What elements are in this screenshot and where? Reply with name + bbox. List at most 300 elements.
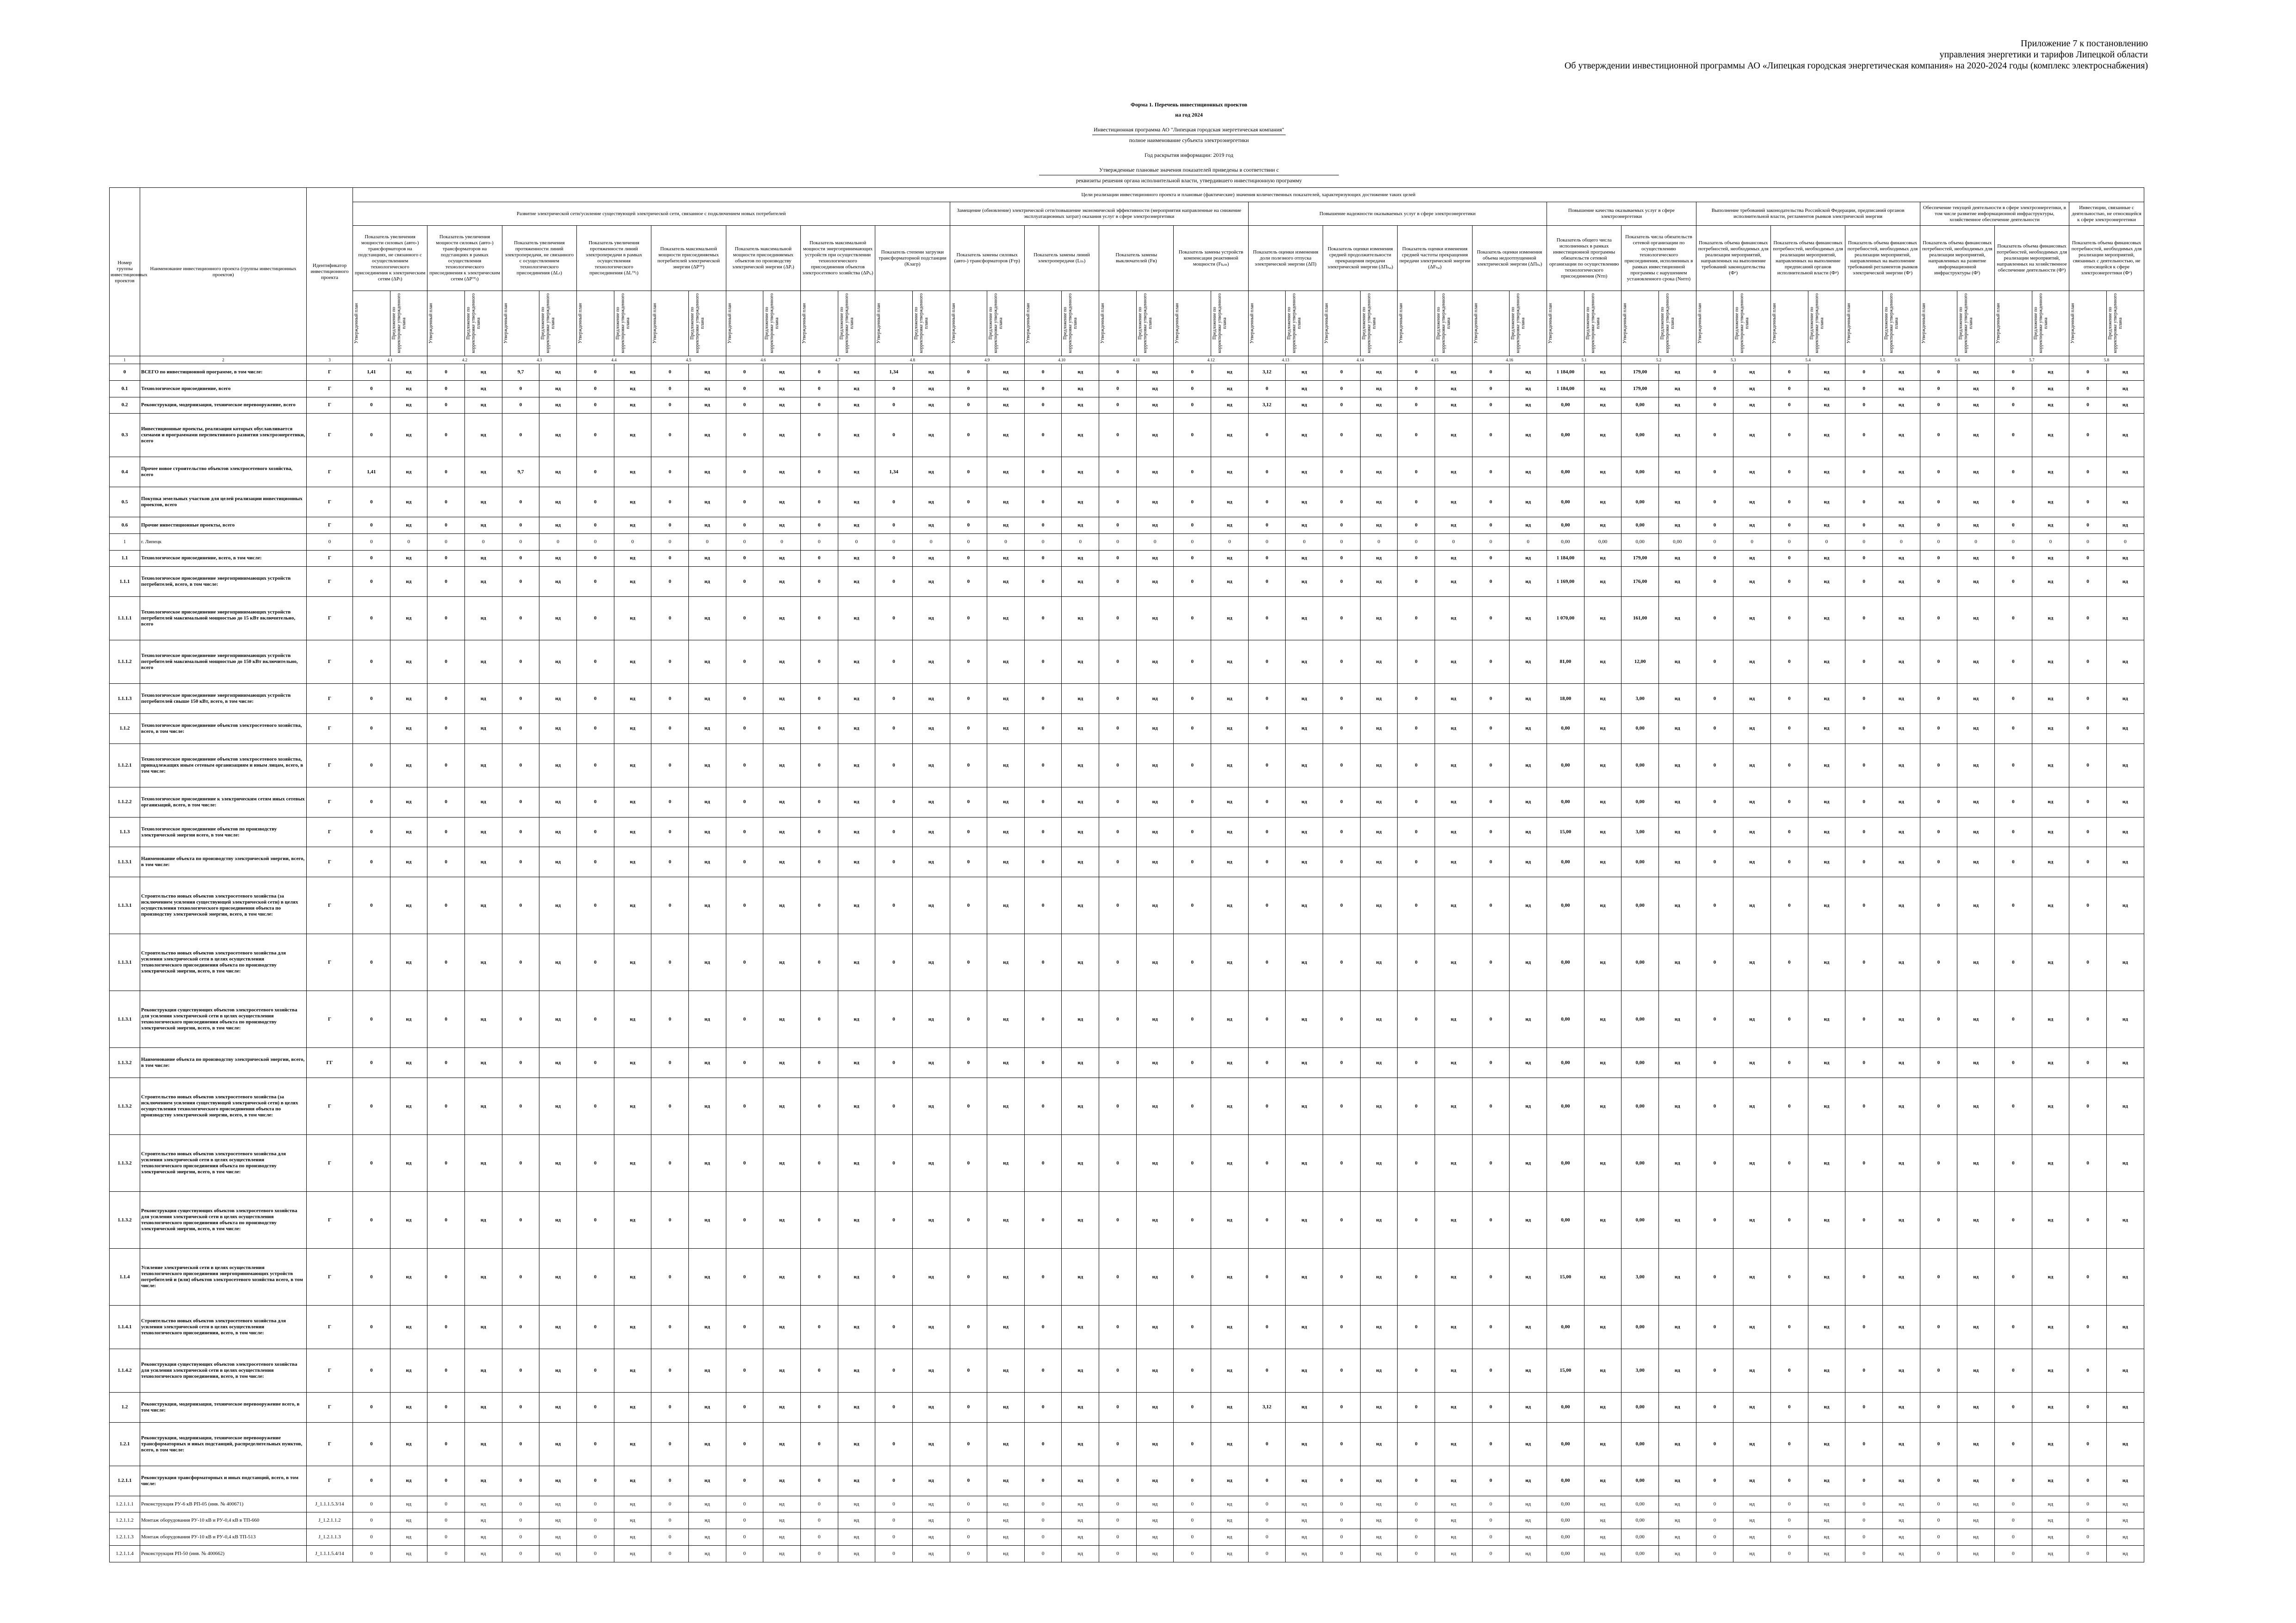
row-value: нд [838,1349,875,1393]
header-indicator: Показатель максимальной мощности присоединяемых потребителей электрической энергии (ΔPᵀᴾ) [651,226,726,291]
row-value: 0 [875,1546,913,1562]
row-value: 0 [576,1048,614,1078]
row-value: 0,00 [1621,1306,1659,1349]
row-identifier: Г [307,817,353,847]
row-value: нд [1435,1349,1473,1393]
row-value: 0 [1099,533,1137,550]
column-number: 3 [307,356,353,364]
row-value: нд [987,1422,1025,1466]
row-value: 0 [1323,364,1361,381]
row-value: 0 [427,713,465,743]
row-value: 0 [1696,934,1733,991]
row-value: нд [1957,1192,1995,1249]
row-value: нд [1211,1496,1249,1512]
row-value: нд [390,991,427,1048]
row-value: нд [539,817,577,847]
row-value: нд [1435,1249,1473,1306]
row-value: 0 [2069,684,2107,714]
row-value: 0 [1472,1306,1510,1349]
header-plan-label: Утвержденный план [1771,303,1777,344]
row-value: 0 [2069,487,2107,517]
header-correction-label: Предложение по корректировке утвержденного плана [1659,293,1675,353]
row-value: 3,12 [1248,364,1286,381]
row-value: 0 [353,817,390,847]
row-value: нд [838,364,875,381]
row-value: 0 [427,457,465,487]
row-value: 0 [726,743,763,787]
column-number: 1 [110,356,140,364]
row-value: 0 [1845,397,1883,414]
row-value: 0 [1099,1048,1137,1078]
row-value: 0 [1398,487,1435,517]
row-value: 0 [875,934,913,991]
row-value: 0 [1398,934,1435,991]
row-value: 0 [1024,414,1062,457]
row-value: 0 [2069,991,2107,1048]
row-code: 0 [110,364,140,381]
row-value: нд [1211,1422,1249,1466]
row-value: 0 [1323,1349,1361,1393]
row-value: нд [1286,1192,1323,1249]
row-value: нд [464,517,502,534]
row-value: нд [464,684,502,714]
row-value: нд [1510,380,1547,397]
row-value: 0 [726,787,763,817]
row-value: 0 [1845,1496,1883,1512]
row-value: 0 [875,1422,913,1466]
row-value: нд [1733,1192,1771,1249]
row-value: 0 [502,1546,539,1562]
row-value: 0 [1920,1306,1957,1349]
row-value: 0 [1920,743,1957,787]
row-value: 0 [651,934,689,991]
row-value: 0 [1770,597,1808,640]
row-value: нд [1584,1249,1621,1306]
row-value: 0 [1024,713,1062,743]
row-value: 0 [502,380,539,397]
header-group-number: Номер группы инвестиционных проектов [110,188,140,356]
row-value: нд [763,877,801,934]
row-value: нд [1733,487,1771,517]
row-value: нд [912,1529,950,1546]
row-value: 1 070,00 [1547,597,1584,640]
row-value: нд [1435,567,1473,597]
row-value: нд [838,414,875,457]
row-name: Покупка земельных участков для целей реализации инвестиционных проектов, всего [140,487,307,517]
row-value: нд [390,414,427,457]
row-value: 0 [576,364,614,381]
row-value: нд [1808,1078,1845,1135]
row-value: нд [1435,597,1473,640]
row-value: 0 [2069,743,2107,787]
row-value: 0 [1024,1192,1062,1249]
row-value: нд [1360,1496,1398,1512]
row-value: 0 [1099,877,1137,934]
row-identifier: Г [307,1306,353,1349]
row-value: нд [2106,991,2144,1048]
column-number: 5.6 [1920,356,1994,364]
row-value: нд [1360,684,1398,714]
table-row [110,877,2144,934]
row-value: 0 [1174,934,1211,991]
row-value: 0 [875,1192,913,1249]
row-code: 1.2.1.1.2 [110,1512,140,1529]
row-value: нд [539,550,577,567]
row-value: 0 [651,380,689,397]
row-value: 0 [1099,934,1137,991]
row-value: нд [1957,1546,1995,1562]
header-correction-label: Предложение по корректировке утвержденного плана [913,293,929,353]
header-plan [2069,291,2107,356]
row-value: нд [763,934,801,991]
row-name: Строительство новых объектов электросетевого хозяйства для усиления электрической сети в целях осуществления технологического присоединения объекта по производству электрической энергии, всего, в том числе: [140,1135,307,1192]
header-plan-label: Утвержденный план [1548,303,1553,344]
row-value: нд [688,597,726,640]
row-value: 0 [950,533,987,550]
table-row [110,533,2144,550]
row-value: 0 [1174,877,1211,934]
row-value: нд [912,597,950,640]
row-value: нд [1062,713,1099,743]
row-value: нд [2106,817,2144,847]
row-value: нд [1286,1512,1323,1529]
row-value: 0 [1248,1466,1286,1496]
row-value: нд [987,787,1025,817]
row-value: нд [688,1192,726,1249]
row-value: нд [987,1048,1025,1078]
row-value: 0 [2069,1135,2107,1192]
row-value: нд [1062,567,1099,597]
row-value: 0 [502,817,539,847]
row-value: нд [614,414,651,457]
row-value: нд [1510,1306,1547,1349]
row-value: 0 [1024,1048,1062,1078]
row-value: 0 [576,1496,614,1512]
row-value: нд [1659,1546,1696,1562]
row-value: нд [987,397,1025,414]
row-value: нд [688,934,726,991]
row-value: 0 [576,1512,614,1529]
row-value: нд [390,567,427,597]
row-value: 0 [1174,517,1211,534]
row-value: нд [1286,877,1323,934]
row-value: нд [763,550,801,567]
row-value: нд [2032,684,2069,714]
row-identifier: Г [307,684,353,714]
row-value: нд [1286,787,1323,817]
row-value: нд [464,787,502,817]
row-value: 0 [2069,397,2107,414]
row-value: 0 [800,684,838,714]
row-value: 0 [1099,684,1137,714]
row-value: нд [1211,1393,1249,1423]
row-value: нд [1659,414,1696,457]
row-value: нд [1510,457,1547,487]
row-value: 0 [502,713,539,743]
row-value: 0 [502,1496,539,1512]
row-value: 0 [875,1393,913,1423]
row-value: 0 [1323,847,1361,877]
row-value: нд [1510,877,1547,934]
row-value: нд [838,550,875,567]
row-value: 0 [800,817,838,847]
row-value: 0 [1472,1192,1510,1249]
header-plan-label: Утвержденный план [1995,303,2001,344]
row-value: 0 [838,533,875,550]
row-value: 0 [950,1048,987,1078]
row-value: нд [1136,640,1174,684]
row-value: 0 [1099,487,1137,517]
row-value: 0 [950,1306,987,1349]
row-value: нд [912,414,950,457]
header-plan-label: Утвержденный план [1025,303,1031,344]
row-value: 0 [2069,877,2107,934]
row-identifier: Г [307,1249,353,1306]
row-value: нд [763,713,801,743]
row-value: нд [539,1048,577,1078]
row-value: 0 [1360,533,1398,550]
row-value: 0 [1472,817,1510,847]
row-value: нд [1360,991,1398,1048]
row-value: 0 [1323,1529,1361,1546]
row-value: нд [1136,1078,1174,1135]
row-value: нд [838,517,875,534]
row-value: нд [1136,1512,1174,1529]
row-value: 0 [464,533,502,550]
row-value: нд [1510,1512,1547,1529]
table-row [110,684,2144,714]
row-value: нд [1062,1249,1099,1306]
row-value: нд [1808,414,1845,457]
row-value: 0 [1248,597,1286,640]
row-value: 0 [1696,743,1733,787]
header-correction [1435,291,1473,356]
row-code: 1.1.2.1 [110,743,140,787]
row-value: нд [390,713,427,743]
row-value: 0 [1920,684,1957,714]
row-value: нд [1286,517,1323,534]
row-value: нд [1136,364,1174,381]
row-value: 0 [576,934,614,991]
row-value: 0 [390,533,427,550]
row-value: нд [2032,877,2069,934]
row-value: нд [1659,1512,1696,1529]
row-value: нд [1211,684,1249,714]
row-value: нд [1659,1078,1696,1135]
row-value: нд [464,457,502,487]
row-value: 0,00 [1621,1529,1659,1546]
row-value: нд [390,934,427,991]
row-value: нд [688,517,726,534]
row-value: 0 [950,517,987,534]
row-value: нд [1882,1135,1920,1192]
header-plan [1994,291,2032,356]
row-value: нд [1733,1306,1771,1349]
row-value: 0 [353,1349,390,1393]
row-value: 0 [800,533,838,550]
header-plan [651,291,689,356]
row-value: 0 [1696,817,1733,847]
row-value: 0 [1696,1192,1733,1249]
row-value: нд [1808,597,1845,640]
row-value: 0 [1845,1393,1883,1423]
row-value: 0 [800,1393,838,1423]
table-row [110,1135,2144,1192]
row-value: 0 [1099,817,1137,847]
row-value: 0 [1024,1466,1062,1496]
row-value: нд [539,1249,577,1306]
row-value: 0 [950,1135,987,1192]
row-value: 0 [353,1422,390,1466]
row-value: 0 [800,1496,838,1512]
row-value: нд [688,713,726,743]
row-value: 0 [950,487,987,517]
row-value: нд [2032,743,2069,787]
row-code: 1.1.3.2 [110,1135,140,1192]
row-value: нд [1211,567,1249,597]
row-value: нд [1659,1135,1696,1192]
row-value: нд [1286,713,1323,743]
row-value: 0 [875,533,913,550]
row-value: нд [1510,817,1547,847]
row-value: нд [1882,1249,1920,1306]
row-value: 179,00 [1621,364,1659,381]
row-code: 1.1.3.1 [110,877,140,934]
row-name: Реконструкция, модернизация, техническое перевооружение трансформаторных и иных подстанций, распределительных пунктов, всего, в том числе: [140,1422,307,1466]
row-value: нд [614,847,651,877]
row-value: нд [1882,1466,1920,1496]
header-indicator: Показатель числа обязательств сетевой организации по осуществлению технологического присоединения, исполненных в рамках инвестиционной программы с нарушением установленного срока (Nнтп) [1621,226,1696,291]
row-value: нд [1286,457,1323,487]
row-value: 0 [427,1048,465,1078]
row-value: нд [390,1546,427,1562]
row-value: 0,00 [1547,1512,1584,1529]
row-value: нд [1659,991,1696,1048]
row-value: нд [1211,597,1249,640]
row-value: нд [1808,684,1845,714]
row-value: 0 [427,640,465,684]
row-value: 0 [1957,533,1995,550]
row-value: нд [688,991,726,1048]
row-value: нд [1510,847,1547,877]
row-value: нд [1882,1512,1920,1529]
table-row [110,380,2144,397]
row-value: 0 [1920,1048,1957,1078]
header-indicator: Показатель увеличения протяженности линий электропередачи, не связанного с осуществлением технологического присоединения (ΔLₜ) [502,226,576,291]
row-value: 0 [427,934,465,991]
row-value: 0 [1099,1546,1137,1562]
row-value: 0 [1770,1546,1808,1562]
row-value: 0 [1845,817,1883,847]
row-value: нд [688,1135,726,1192]
row-value: 0 [1770,713,1808,743]
row-value: нд [1062,743,1099,787]
row-value: 0 [1845,1192,1883,1249]
row-value: 0,00 [1621,934,1659,991]
row-value: 0 [1024,934,1062,991]
row-value: нд [1435,713,1473,743]
header-plan-label: Утвержденный план [801,303,807,344]
row-name: Усиление электрической сети в целях осуществления технологического присоединения энергопринимающих устройств потребителей и (или) объектов электросетевого хозяйства всего, в том числе: [140,1249,307,1306]
row-code: 1.1 [110,550,140,567]
header-correction [1286,291,1323,356]
row-value: 0 [1248,1048,1286,1078]
row-value: нд [987,517,1025,534]
row-value: 0 [651,991,689,1048]
row-value: 0 [1696,567,1733,597]
row-value: нд [838,397,875,414]
row-value: нд [1286,684,1323,714]
row-value: нд [2106,877,2144,934]
row-code: 1.1.3.2 [110,1048,140,1078]
row-value: нд [763,1422,801,1466]
row-value: нд [1510,364,1547,381]
row-value: 0 [427,597,465,640]
row-value: нд [838,1393,875,1423]
header-correction-label: Предложение по корректировке утвержденного плана [1063,293,1078,353]
row-value: 0 [1398,713,1435,743]
header-indicator: Показатель объема финансовых потребностей, необходимых для реализации мероприятий, направленных на хозяйственное обеспечение деятельности (Фʰ) [1994,226,2069,291]
row-value: 0 [1248,533,1286,550]
row-value: нд [1286,817,1323,847]
investment-projects-table [109,187,2144,1562]
column-number: 5.2 [1621,356,1696,364]
row-name: Технологическое присоединение к электрическим сетям иных сетевых организаций, всего, в том числе: [140,787,307,817]
row-value: 0 [1696,1349,1733,1393]
row-value: 0,00 [1547,1422,1584,1466]
table-row [110,1466,2144,1496]
row-value: 0,00 [1621,1422,1659,1466]
row-value: 0 [1024,364,1062,381]
row-value: нд [912,991,950,1048]
row-value: 0,00 [1547,533,1584,550]
row-value: 0 [1248,1249,1286,1306]
row-value: 0 [651,1529,689,1546]
row-value: нд [838,713,875,743]
row-value: нд [912,1192,950,1249]
row-value: нд [614,364,651,381]
row-value: 0 [1248,1512,1286,1529]
row-name: Строительство новых объектов электросетевого хозяйства (за исключением усиления существующей электрической сети) в целях осуществления технологического присоединения объекта по производству электрической энергии, всего, в том числе: [140,877,307,934]
row-value: нд [1211,1192,1249,1249]
row-value: нд [1360,380,1398,397]
row-value: нд [464,1496,502,1512]
row-name: Строительство новых объектов электросетевого хозяйства для усиления электрической сети в целях осуществления технологического присоединения объекта по производству электрической энергии, всего, в том числе: [140,934,307,991]
row-code: 1.2.1.1.1 [110,1496,140,1512]
row-value: 0 [1845,364,1883,381]
row-code: 1.1.2.2 [110,787,140,817]
row-code: 1.1.3.1 [110,847,140,877]
row-value: нд [390,684,427,714]
row-value: нд [1360,1512,1398,1529]
row-value: 0 [1174,1393,1211,1423]
table-row [110,847,2144,877]
row-value: нд [614,457,651,487]
row-value: нд [390,1349,427,1393]
column-number: 4.8 [875,356,950,364]
header-plan-label: Утвержденный план [1622,303,1628,344]
row-identifier: Г [307,1135,353,1192]
header-plan [1099,291,1137,356]
row-value: нд [1882,397,1920,414]
row-value: нд [464,713,502,743]
row-value: 0 [353,684,390,714]
header-plan [1323,291,1361,356]
row-value: нд [1062,380,1099,397]
row-value: нд [1808,457,1845,487]
row-value: 0 [502,684,539,714]
row-value: 0 [800,991,838,1048]
